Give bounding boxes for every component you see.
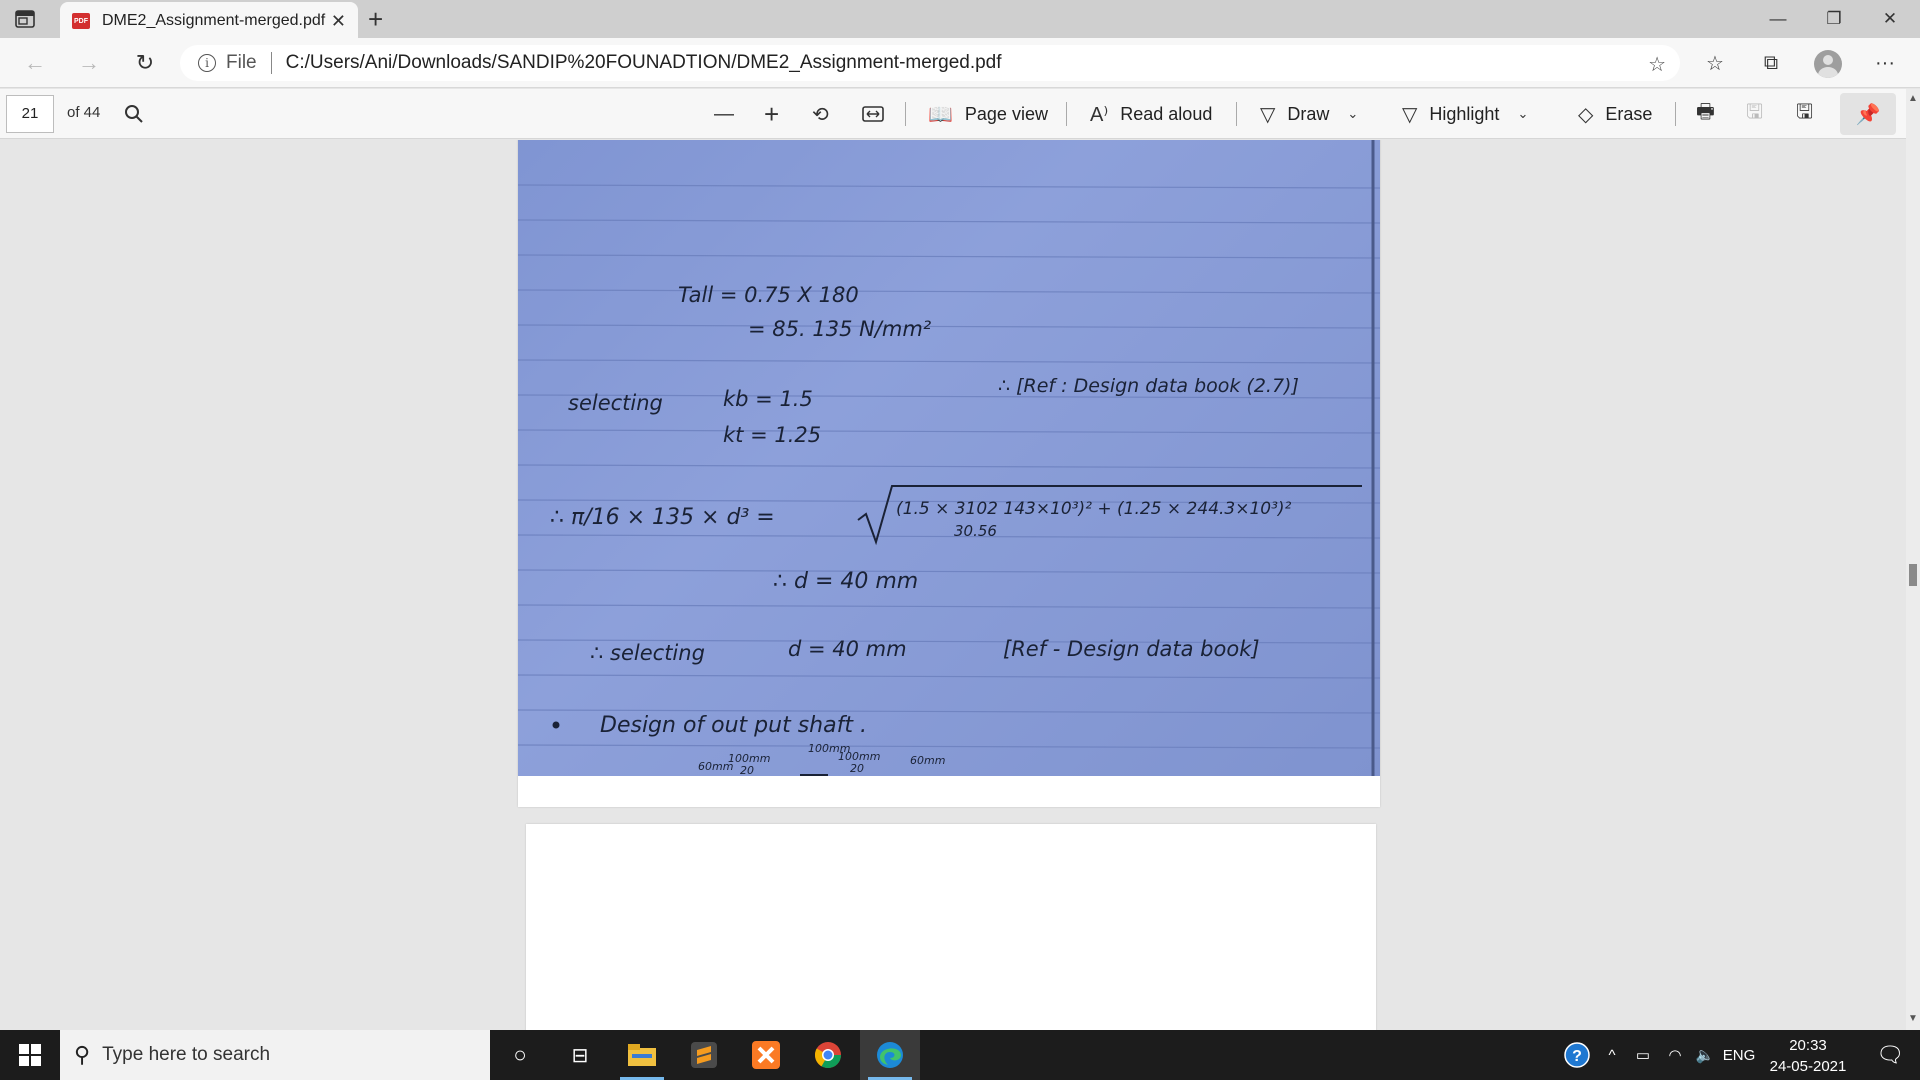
hw-dim-20-right: 20	[850, 762, 864, 775]
draw-label: Draw	[1287, 103, 1330, 124]
toolbar-separator	[1675, 102, 1676, 126]
handwritten-notes-image	[518, 140, 1380, 776]
hw-bullet-heading: Design of out put shaft .	[600, 713, 867, 738]
tab-bar	[0, 0, 1920, 38]
pdf-toolbar	[0, 89, 1920, 139]
url-text[interactable]: C:/Users/Ani/Downloads/SANDIP%20FOUNADTION/DME2_Assignment-merged.pdf	[285, 52, 1002, 73]
windows-taskbar	[0, 1030, 1920, 1080]
search-placeholder: Type here to search	[102, 1044, 271, 1065]
zoom-out-button[interactable]: —	[714, 102, 734, 125]
page-view-icon: 📖	[928, 103, 953, 126]
file-explorer-icon[interactable]	[612, 1030, 672, 1080]
scroll-thumb[interactable]	[1909, 564, 1917, 586]
hw-line2: = 85. 135 N/mm²	[748, 317, 932, 341]
hw-dim-20-left: 20	[740, 764, 754, 776]
page-view-button[interactable]	[928, 100, 1048, 128]
page-total: of 44	[67, 104, 101, 121]
fit-to-width-icon[interactable]	[862, 100, 884, 128]
scroll-up-icon[interactable]: ▲	[1908, 93, 1918, 104]
bullet-dot	[553, 722, 560, 729]
draw-icon: ▽	[1260, 103, 1276, 126]
hw-ref1: ∴ [Ref : Design data book (2.7)]	[998, 375, 1299, 397]
save-icon[interactable]: 🖫	[1746, 101, 1764, 123]
tab-actions-icon[interactable]	[14, 8, 36, 30]
task-view-icon[interactable]: ⊟	[571, 1044, 589, 1067]
chevron-down-icon[interactable]: ⌄	[1347, 106, 1359, 121]
restore-button[interactable]: ❐	[1826, 9, 1842, 28]
pdf-file-icon: PDF	[72, 13, 90, 29]
toolbar-separator	[1236, 102, 1237, 126]
favorites-icon[interactable]: ☆	[1706, 52, 1724, 75]
svg-text:?: ?	[1572, 1048, 1582, 1065]
chrome-icon[interactable]	[798, 1030, 858, 1080]
chevron-down-icon[interactable]: ⌄	[1517, 106, 1529, 121]
tab-title: DME2_Assignment-merged.pdf	[102, 12, 326, 29]
scroll-down-icon[interactable]: ▼	[1908, 1013, 1918, 1024]
edge-icon[interactable]	[860, 1030, 920, 1080]
rotate-icon[interactable]: ⟲	[812, 103, 829, 126]
minimize-button[interactable]: —	[1769, 9, 1787, 28]
pdf-page-next	[526, 824, 1376, 1030]
sublime-text-icon[interactable]	[674, 1030, 734, 1080]
page-number-input[interactable]: 21	[6, 95, 54, 133]
chevron-up-icon[interactable]: ^	[1608, 1046, 1616, 1064]
toolbar-separator	[905, 102, 906, 126]
wifi-icon[interactable]: ◠	[1668, 1047, 1682, 1064]
browser-tab[interactable]	[60, 2, 358, 40]
profile-avatar[interactable]	[1814, 50, 1842, 78]
clock-date: 24-05-2021	[1769, 1058, 1847, 1075]
read-aloud-button[interactable]	[1090, 100, 1212, 128]
file-label: File	[226, 52, 257, 73]
draw-button[interactable]	[1260, 100, 1358, 128]
print-icon[interactable]: 🖶	[1696, 101, 1715, 123]
url-field[interactable]	[180, 45, 1680, 81]
back-button[interactable]: ←	[24, 50, 46, 75]
battery-icon[interactable]: ▭	[1635, 1047, 1651, 1064]
hw-d-val: d = 40 mm	[788, 637, 907, 661]
info-icon[interactable]: i	[198, 54, 216, 72]
hw-result: ∴ d = 40 mm	[773, 569, 919, 594]
hw-kt: kt = 1.25	[723, 423, 822, 447]
hw-eq-left: ∴ π/16 × 135 × d³ =	[550, 505, 775, 530]
highlight-icon: ▽	[1402, 103, 1418, 126]
erase-button[interactable]	[1578, 100, 1652, 128]
hw-dim-60-right: 60mm	[910, 754, 946, 767]
hw-line1: Tall = 0.75 X 180	[678, 283, 859, 307]
hw-ref2: [Ref - Design data book]	[1003, 637, 1260, 661]
hw-dim-100-top: 100mm	[808, 742, 851, 755]
add-favorite-icon[interactable]: ☆	[1648, 54, 1666, 76]
refresh-button[interactable]: ↻	[135, 50, 155, 75]
eraser-icon: ◇	[1578, 103, 1594, 126]
zoom-in-button[interactable]: +	[764, 98, 780, 129]
hw-selecting2: ∴ selecting	[590, 641, 705, 665]
address-bar	[0, 38, 1920, 88]
help-icon[interactable]	[1560, 1030, 1594, 1080]
hw-kb: kb = 1.5	[723, 387, 813, 411]
xampp-icon[interactable]	[736, 1030, 796, 1080]
pdf-viewer[interactable]	[0, 140, 1906, 1030]
volume-icon[interactable]: 🔈	[1695, 1047, 1715, 1064]
windows-logo-icon	[19, 1044, 41, 1066]
taskbar-search[interactable]	[60, 1030, 490, 1080]
vertical-scrollbar[interactable]	[1906, 89, 1920, 1030]
hw-dim-100-left: 100mm	[728, 752, 771, 765]
language-indicator[interactable]: ENG	[1722, 1046, 1756, 1064]
clock[interactable]	[1758, 1035, 1858, 1077]
read-aloud-icon: A⁾	[1090, 103, 1109, 126]
close-window-button[interactable]: ✕	[1882, 9, 1898, 28]
highlight-button[interactable]	[1402, 100, 1528, 128]
hw-eq-sqrt: (1.5 × 3102 143×10³)² + (1.25 × 244.3×10³)²	[896, 499, 1292, 519]
erase-label: Erase	[1605, 103, 1653, 124]
pdf-page	[518, 140, 1380, 807]
search-icon: ⚲	[74, 1042, 91, 1067]
read-aloud-label: Read aloud	[1120, 103, 1213, 124]
notification-icon[interactable]: 🗨	[1876, 1042, 1904, 1067]
hw-dim-100-right: 100mm	[838, 750, 881, 763]
page-view-label: Page view	[964, 103, 1048, 124]
hw-selecting: selecting	[568, 391, 663, 415]
url-separator	[271, 52, 272, 74]
highlight-label: Highlight	[1429, 103, 1500, 124]
search-icon[interactable]	[124, 100, 144, 128]
cortana-icon[interactable]: ○	[513, 1042, 527, 1067]
hw-eq-denominator: 30.56	[954, 522, 997, 540]
collections-icon[interactable]: ⧉	[1763, 51, 1779, 74]
toolbar-separator	[1066, 102, 1067, 126]
save-as-icon[interactable]: 🖫	[1796, 101, 1814, 123]
hw-dim-60-left: 60mm	[698, 760, 734, 773]
clock-time: 20:33	[1789, 1037, 1827, 1054]
new-tab-button[interactable]: +	[368, 4, 384, 34]
forward-button[interactable]: →	[78, 50, 100, 75]
more-menu-icon[interactable]: ···	[1875, 51, 1895, 74]
close-tab-icon[interactable]: ✕	[330, 11, 346, 31]
pin-toolbar-icon[interactable]: 📌	[1840, 93, 1896, 135]
start-button[interactable]	[0, 1030, 60, 1080]
